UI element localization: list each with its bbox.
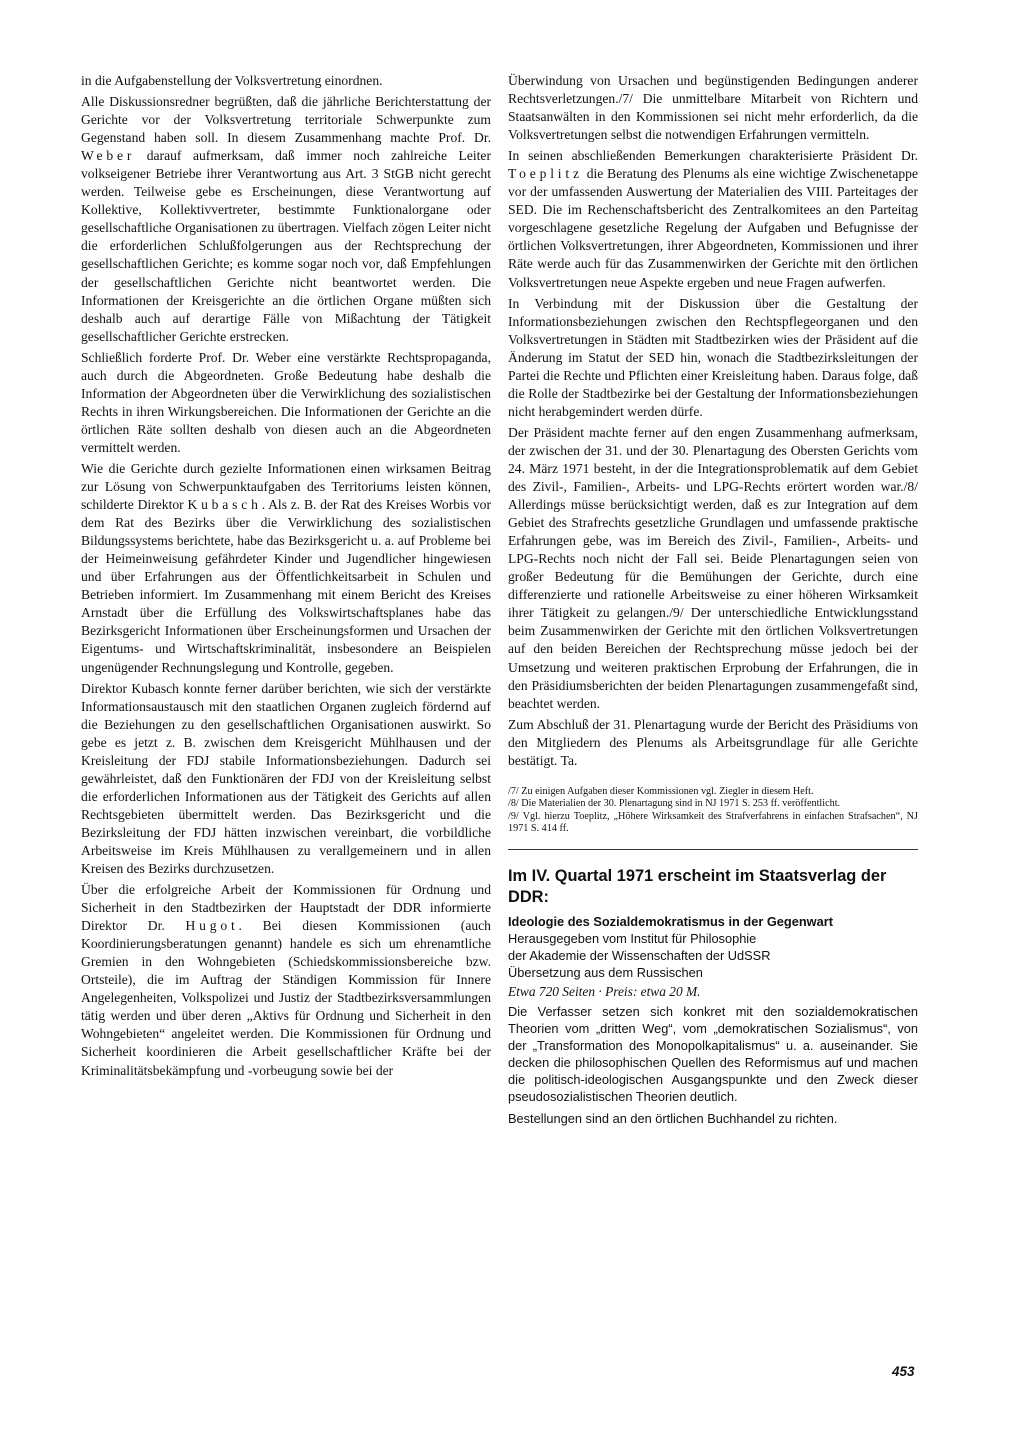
spaced-name-hugot: Hugot — [185, 918, 239, 934]
book-price: Etwa 720 Seiten · Preis: etwa 20 M. — [508, 984, 701, 1000]
right-paragraph-2 — [508, 147, 918, 291]
book-description: Die Verfasser setzen sich konkret mit den sozialdemokratischen Theorien vom „dritten Weg“, vom „demokratischen Sozialismus“, von der „Transformation des Monopolkapitalismus“ u. a. auseinander. Sie decken die philosophischen Quellen des Reformismus auf und machen die politisch-ideologischen Ausgangspunkte und den Zweck dieser pseudosozialistischen Theorien deutlich. — [508, 1004, 918, 1105]
right-paragraph-2-text-b: die Beratung des Plenums als eine wichtige Zwischenetappe vor der umfassenden Auswertung der Materialien des VIII. Parteitages der SED. Die im Rechenschaftsbericht des Zentralkomitees an den Parteitag vorgeschlagene gesetzliche Regelung der Aufgaben und Befugnisse der örtlichen Volksvertretungen, ihrer Abgeordneten, Kommissionen und ihrer Räte werde auch für das Zusammenwirken der Gerichte mit den örtlichen Volksvertretungen neue Aspekte ergeben und neue Fragen aufwerfen. — [508, 166, 918, 290]
left-paragraph-4-text-b: . Als z. B. der Rat des Kreises Worbis vor dem Rat des Bezirks über die Verwirklichung des sozialistischen Bildungssystems berichtete, habe das Bezirksgericht u. a. auf Probleme bei der Heimeinweisung gefährdeter Kinder und Jugendlicher hingewiesen und über Erfahrungen aus der Öffentlichkeitsarbeit in Schulen und Betrieben informiert. Im Zusammenhang mit einem Bericht des Kreises Arnstadt über die Erfüllung des Volkswirtschaftsplanes habe das Bezirksgericht Informationen über Erscheinungsformen und Ursachen der Eigentums- und Wirtschaftskriminalität, insbesondere an Beispielen ungenügender Rechnungslegung und Kontrolle, gegeben. — [81, 497, 491, 675]
spaced-name-kubasch: Kubasch — [187, 497, 262, 513]
footnote-9: /9/ Vgl. hierzu Toeplitz, „Höhere Wirksamkeit des Strafverfahrens in einfachen Strafsachen“, NJ 1971 S. 414 ff. — [508, 810, 918, 834]
advertisement-title: Im IV. Quartal 1971 erscheint im Staatsverlag der DDR: — [508, 867, 887, 907]
book-translation-note: Übersetzung aus dem Russischen — [508, 965, 703, 981]
left-paragraph-6 — [81, 881, 491, 1080]
spaced-name-weber: Weber — [81, 148, 136, 164]
right-paragraph-3: In Verbindung mit der Diskussion über die Gestaltung der Informationsbeziehungen zwischen den Rechtspflegeorganen und den Volksvertretungen in Städten mit Stadtbezirken wies der Präsident auf die Änderung im Statut der SED hin, wonach die Stadtbezirksleitungen der Partei die Rechte und Pflichten einer Kreisleitung haben. Daraus folge, daß die Rolle der Stadtbezirke bei der Gestaltung der Informationsbeziehungen nicht herabgemindert werden dürfe. — [508, 295, 918, 419]
footnote-7: /7/ Zu einigen Aufgaben dieser Kommissionen vgl. Ziegler in diesem Heft. — [508, 785, 814, 797]
left-column — [81, 72, 491, 1083]
left-paragraph-6-text-b: . Bei diesen Kommissionen (auch Koordinierungsberatungen genannt) handele es sich um ehrenamtliche Gremien in den Wohngebieten (Schiedskommissionsbereiche bzw. Ortsteile), die im Auftrag der Ständigen Kommission für Innere Angelegenheiten, Volkspolizei und Justiz der Stadtbezirksversammlungen tätig werden und über deren „Aktivs für Ordnung und Sicherheit in den Wohngebieten“ angeleitet werden. Die Kommissionen für Ordnung und Sicherheit koordinieren die Arbeit gesellschaftlicher Kräfte bei der Kriminalitätsbekämpfung und -vorbeugung sowie bei der — [81, 918, 491, 1078]
publisher-advertisement — [508, 866, 918, 1127]
left-paragraph-2-text-b: darauf aufmerksam, daß immer noch zahlreiche Leiter volkseigener Betriebe ihrer Verantwortung aus Art. 3 StGB nicht gerecht werden. Teilweise gebe es Erscheinungen, diese Verantwortung auf Kollektive, Kollektivvertreter, bestimmte Funktionalorgane oder gesellschaftliche Organisationen zu übertragen. Vielfach zögen Leiter nicht die erforderlichen Schlußfolgerungen aus der Rechtsprechung der gesellschaftlichen Gerichte; es komme sogar noch vor, daß Empfehlungen der gesellschaftlichen Gerichte nicht beantwortet werden. Die Informationen der Kreisgerichte an die örtlichen Organe müßten sich deshalb auch auf derartige Fälle von Mißachtung der Tätigkeit gesellschaftlicher Gerichte erstrecken. — [81, 148, 491, 344]
right-paragraph-5-text: Zum Abschluß der 31. Plenartagung wurde der Bericht des Präsidiums von den Mitgliedern des Plenums als Arbeitsgrundlage für alle Gerichte bestätigt. — [508, 716, 918, 768]
book-editor-line-2: der Akademie der Wissenschaften der UdSSR — [508, 948, 771, 964]
left-paragraph-1: in die Aufgabenstellung der Volksvertretung einordnen. — [81, 73, 383, 88]
book-editor-line-1: Herausgegeben vom Institut für Philosophie — [508, 931, 757, 947]
author-signature: Ta. — [560, 752, 578, 768]
ordering-note: Bestellungen sind an den örtlichen Buchhandel zu richten. — [508, 1111, 838, 1127]
right-paragraph-5 — [508, 716, 918, 770]
left-paragraph-5: Direktor Kubasch konnte ferner darüber berichten, wie sich der verstärkte Informationsaustausch mit den staatlichen Organen zugleich fördernd auf die Beziehungen zu den gesellschaftlichen Organisationen auswirkt. So gebe es jetzt z. B. zwischen dem Kreisgericht Mühlhausen und der Kreisleitung der FDJ stabile Informationsbeziehungen. Dadurch sei gewährleistet, daß den Funktionären der FDJ von der Kreisleitung selbst die erforderlichen Informationen aus der Tätigkeit des Gerichts auf allen Rechtsgebieten übermittelt werden. Das Bezirksgericht und die Bezirksleitung der FDJ hätten inzwischen vereinbart, die vorbildliche Arbeitsweise im Kreis Mühlhausen zu verallgemeinern und in allen Kreisen des Bezirks durchzusetzen. — [81, 680, 491, 877]
book-title: Ideologie des Sozialdemokratismus in der Gegenwart — [508, 914, 833, 930]
page-number: 453 — [892, 1364, 915, 1379]
left-paragraph-6-text-a: Über die erfolgreiche Arbeit der Kommissionen für Ordnung und Sicherheit in den Stadtbezirken der Hauptstadt der DDR informierte Direktor Dr. — [81, 882, 491, 934]
left-paragraph-3: Schließlich forderte Prof. Dr. Weber eine verstärkte Rechtspropaganda, auch durch die Abgeordneten. Große Bedeutung habe deshalb die Information der Abgeordneten über die Verwirklichung des sozialistischen Rechts in ihren Wirkungsbereichen. Die Informationen der Gerichte an die örtlichen Räte sollten deshalb von diesen auch an die Abgeordneten vermittelt werden. — [81, 349, 491, 455]
footnotes — [508, 786, 918, 836]
left-paragraph-4-text-a: Wie die Gerichte durch gezielte Informationen einen wirksamen Beitrag zur Lösung von Schwerpunktaufgaben des Territoriums leisten können, schilderte Direktor — [81, 460, 491, 513]
footnote-8: /8/ Die Materialien der 30. Plenartagung sind in NJ 1971 S. 253 ff. veröffentlicht. — [508, 798, 841, 810]
right-paragraph-4: Der Präsident machte ferner auf den engen Zusammenhang aufmerksam, der zwischen der 31. und der 30. Plenartagung des Obersten Gerichts vom 24. März 1971 besteht, in der die Integrationsproblematik auf dem Gebiet des Zivil-, Familien-, Arbeits- und LPG-Rechts erörtert worden war./8/ Allerdings müsse berücksichtigt werden, daß es zur Integration auf dem Gebiet des Strafrechts gesetzliche Grundlagen und umfassende praktische Erfahrungen gebe, was im Bereich des Zivil-, Familien-, Arbeits- und LPG-Rechts noch nicht der Fall sei. Beide Plenartagungen seien von großer Bedeutung für die Bemühungen der Gerichte, durch eine differenzierte und rationelle Arbeitsweise zu einer höheren Wirksamkeit ihrer Tätigkeit zu gelangen./9/ Der unterschiedliche Entwicklungsstand beim Zusammenwirken der Gerichte mit den örtlichen Volksvertretungen auf den beiden Bereichen der Rechtsprechung müsse jedoch bei der Umsetzung und weiteren praktischen Erprobung der Erfahrungen, die in den Präsidiumsberichten der beiden Plenartagungen zusammengefaßt sind, beachtet werden. — [508, 424, 918, 711]
left-paragraph-2 — [81, 93, 491, 346]
right-paragraph-1: Überwindung von Ursachen und begünstigenden Bedingungen anderer Rechtsverletzungen./7/ Die unmittelbare Mitarbeit von Richtern und Staatsanwälten in den Kommissionen sei nicht mehr erforderlich, da die Volksvertretungen selbst die notwendigen Erfahrungen vermitteln. — [508, 73, 918, 143]
section-divider — [508, 849, 918, 850]
left-paragraph-4 — [81, 460, 491, 677]
right-column — [508, 72, 918, 1127]
spaced-name-toeplitz: Toeplitz — [508, 166, 583, 182]
right-paragraph-2-text-a: In seinen abschließenden Bemerkungen charakterisierte Präsident Dr. — [508, 148, 918, 164]
left-paragraph-2-text-a: Alle Diskussionsredner begrüßten, daß die jährliche Berichterstattung der Gerichte vor der Volksvertretung territoriale Schwerpunkte zum Gegenstand haben soll. In diesem Zusammenhang machte Prof. Dr. — [81, 94, 491, 146]
